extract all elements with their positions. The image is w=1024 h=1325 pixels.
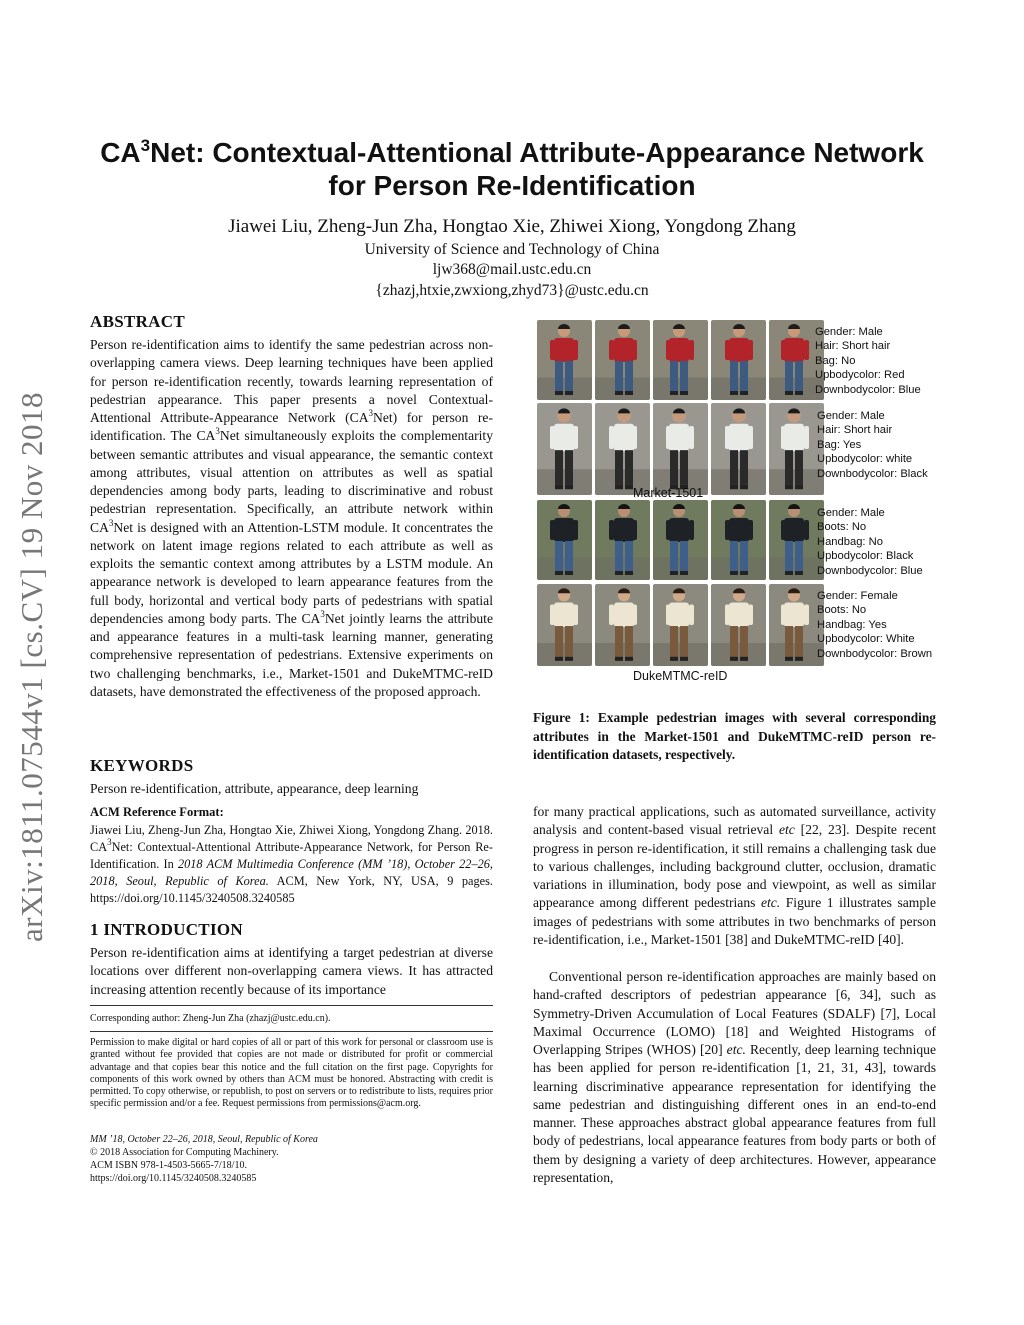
pedestrian-photo xyxy=(769,584,824,666)
pedestrian-photo xyxy=(711,320,766,400)
abstract-p2: Net) for person re-identification. The CA xyxy=(90,410,493,444)
attr-line: Gender: Male xyxy=(815,326,883,338)
attr-line: Gender: Female xyxy=(817,590,898,602)
abstract-sup-2: 3 xyxy=(215,426,220,437)
attr-line: Bag: No xyxy=(815,354,856,367)
pedestrian-photo xyxy=(711,584,766,666)
abstract-p1: Person re-identification aims to identify the same pedestrian across non-overlapping camera views. Deep learning techniques have been applied for person re-identification recently, towards learning representation of pedestrian appearance. This paper presents a novel Contextual-Attentional Attribute-Appearance Network (CA xyxy=(90,337,493,425)
corresponding-author: Corresponding author: Zheng-Jun Zha (zhazj@ustc.edu.cn). xyxy=(90,1013,331,1024)
pedestrian-photo xyxy=(595,500,650,580)
abstract-heading: ABSTRACT xyxy=(90,312,185,331)
acm-ref-t1: Jiawei Liu, Zheng-Jun Zha, Hongtao Xie, Zhiwei Xiong, Yongdong Zhang. 2018. CA xyxy=(90,823,493,854)
intro-r2-etc: etc. xyxy=(726,1042,746,1057)
pedestrian-photo xyxy=(537,320,592,400)
attr-line: Hair: Short hair xyxy=(815,340,891,353)
abstract-sup-1: 3 xyxy=(368,408,374,418)
email-group: {zhazj,htxie,zwxiong,zhyd73}@ustc.edu.cn xyxy=(375,282,649,299)
pedestrian-photo xyxy=(653,320,708,400)
photo-row-1 xyxy=(537,320,824,400)
title-line2: for Person Re-Identification xyxy=(328,170,696,201)
permission-notice: Permission to make digital or hard copies of all or part of this work for personal or classroom use is granted without fee provided that copies are not made or distributed for profit or commercial advantage and that copies bear this notice and the full citation on the first page. Copyrights for components of this work owned by others than ACM must be honored. Abstracting with credit is permitted. To copy otherwise, or republish, to post on servers or to redistribute to lists, requires prior specific permission and/or a fee. Request permissions from permissions@acm.org. xyxy=(90,1037,493,1110)
pedestrian-photo xyxy=(537,584,592,666)
attr-line: Downbodycolor: Blue xyxy=(817,564,923,577)
intro-r2-b: Recently, deep learning technique has been applied for person re-identification [1, 21, 31, 43], towards learning discriminative appearance representation for identifying the same pedestrian and distinguishing different ones in an end-to-end manner. These approaches abstract global appearance features from full body of pedestrians, local appearance features from body parts or both of them by designing a variety of deep architectures. However, appearance representation, xyxy=(533,1042,936,1185)
acm-ref-text xyxy=(90,822,493,907)
attr-line: Upbodycolor: Black xyxy=(817,550,914,563)
intro-r1-etc2: etc. xyxy=(760,895,781,911)
intro-r1-etc: etc xyxy=(778,822,795,838)
attr-line: Upbodycolor: white xyxy=(817,453,913,466)
conference-info: MM ’18, October 22–26, 2018, Seoul, Republic of Korea xyxy=(90,1134,318,1145)
pedestrian-photo xyxy=(653,584,708,666)
attr-line: Downbodycolor: Brown xyxy=(817,647,933,660)
pedestrian-photo xyxy=(595,403,650,495)
attribute-group-4 xyxy=(817,589,932,661)
pedestrian-photo xyxy=(595,320,650,400)
abstract-sup-3: 3 xyxy=(108,517,114,528)
attr-line: Downbodycolor: Black xyxy=(817,467,928,480)
figure-caption: Figure 1: Example pedestrian images with several corresponding attributes in the Market-1501 and DukeMTMC-reID person re-identification datasets, respectively. xyxy=(533,710,936,762)
copyright: © 2018 Association for Computing Machinery. xyxy=(90,1147,279,1158)
acm-ref-sup: 3 xyxy=(107,837,112,847)
abstract-p3: Net simultaneously exploits the complementarity between semantic attributes and visual appearance, the semantic context among attributes, visual attention on attributes as well as spatial dependencies among body parts, leading to discriminative and robust pedestrian representation. Specifically, an attribute network within CA xyxy=(90,428,493,535)
attr-line: Boots: No xyxy=(817,604,867,617)
attr-line: Hair: Short hair xyxy=(817,424,893,437)
acm-ref-heading: ACM Reference Format: xyxy=(90,805,224,819)
dukemtmc-label: DukeMTMC-reID xyxy=(633,669,728,683)
abstract-text xyxy=(90,336,493,701)
pedestrian-photo xyxy=(711,403,766,495)
abstract-p4: Net is designed with an Attention-LSTM module. It concentrates the network on latent image regions related to each attribute as well as exploits the semantic context among attributes by a LSTM module. An appearance network is developed to learn appearance features from the full body, horizontal and vertical body parts of pedestrians with spatial dependencies among body parts. The CA xyxy=(90,519,493,626)
photo-row-4 xyxy=(537,584,824,666)
pedestrian-photo xyxy=(653,403,708,495)
pedestrian-photo xyxy=(711,500,766,580)
attr-line: Boots: No xyxy=(817,521,867,534)
footnote-divider xyxy=(90,1005,493,1006)
attr-line: Downbodycolor: Blue xyxy=(815,383,921,396)
abstract-sup-4: 3 xyxy=(320,608,325,619)
intro-right-para-2 xyxy=(533,968,936,1187)
intro-r1-c: Figure 1 illustrates sample images of pedestrians with some attributes in two benchmarks of person re-identification, i.e., Market-1501 [38] and DukeMTMC-reID [40]. xyxy=(533,895,936,947)
attr-line: Handbag: Yes xyxy=(817,618,887,631)
acm-ref-t2: Net: Contextual-Attentional Attribute-Appearance Network, for Person Re-Identification. In xyxy=(90,840,493,871)
pedestrian-photo xyxy=(769,500,824,580)
attribute-group-2 xyxy=(817,409,928,481)
attr-line: Gender: Male xyxy=(817,507,885,519)
acm-ref-t4: ACM, New York, NY, USA, 9 pages. https://doi.org/10.1145/3240508.3240585 xyxy=(90,874,493,905)
intro-r1-b: [22, 23]. Despite recent progress in person re-identification, it still remains a challenging task due to various challenges, including background clutter, occlusion, dramatic variations in illumination, body pose and viewpoint, as well as similar appearance among different pedestrians xyxy=(533,822,937,911)
email-primary: ljw368@mail.ustc.edu.cn xyxy=(432,261,592,278)
intro-r1-a: for many practical applications, such as automated surveillance, activity analysis and content-based visual retrieval xyxy=(533,804,936,838)
keywords-text: Person re-identification, attribute, appearance, deep learning xyxy=(90,781,419,796)
attr-line: Handbag: No xyxy=(817,535,883,548)
title-line1: Net: Contextual-Attentional Attribute-Appearance Network xyxy=(150,137,924,168)
photo-row-2 xyxy=(537,403,824,495)
intro-r2-a: Conventional person re-identification approaches are mainly based on hand-crafted descriptors of pedestrian appearance [6, 34], such as Symmetry-Driven Accumulation of Local Features (SDALF) [7], Local Maximal Occurrence (LOMO) [18] and Weighted Histograms of Overlapping Stripes (WHOS) [20] xyxy=(533,969,936,1057)
attribute-group-1 xyxy=(815,325,921,397)
intro-left-text: Person re-identification aims at identifying a target pedestrian at diverse locations over different non-overlapping camera views. It has attracted increasing attention recently because of its importance xyxy=(90,945,493,997)
keywords-heading: KEYWORDS xyxy=(90,756,194,775)
affiliation: University of Science and Technology of China xyxy=(364,241,660,258)
pedestrian-photo xyxy=(595,584,650,666)
acm-ref-venue: 2018 ACM Multimedia Conference (MM ’18), October 22–26, 2018, Seoul, Republic of Korea. xyxy=(90,857,493,888)
author-list: Jiawei Liu, Zheng-Jun Zha, Hongtao Xie, Zhiwei Xiong, Yongdong Zhang xyxy=(228,216,796,237)
market-1501-label: Market-1501 xyxy=(633,486,704,500)
title-prefix: CA xyxy=(100,137,141,168)
intro-right-para-1 xyxy=(533,803,936,949)
intro-heading: 1 INTRODUCTION xyxy=(90,920,243,939)
isbn: ACM ISBN 978-1-4503-5665-7/18/10. xyxy=(90,1160,247,1171)
abstract-p5: Net jointly learns the attribute and appearance features in a multi-task learning manner, generating comprehensive representation of pedestrians. Extensive experiments on two challenging benchmarks, i.e., Market-1501 and DukeMTMC-reID datasets, have demonstrated the effectiveness of the proposed approach. xyxy=(90,610,493,699)
paper-title xyxy=(60,136,964,202)
pedestrian-photo xyxy=(769,403,824,495)
attr-line: Upbodycolor: Red xyxy=(815,369,905,382)
pedestrian-photo xyxy=(537,500,592,580)
arxiv-identifier: arXiv:1811.07544v1 [cs.CV] 19 Nov 2018 xyxy=(14,392,49,942)
attr-line: Bag: Yes xyxy=(817,438,862,451)
pedestrian-photo xyxy=(653,500,708,580)
title-superscript: 3 xyxy=(140,136,151,155)
attr-line: Gender: Male xyxy=(817,410,885,422)
footnote-divider-2 xyxy=(90,1031,493,1032)
attr-line: Upbodycolor: White xyxy=(817,633,915,646)
attribute-group-3 xyxy=(817,506,923,578)
doi-link[interactable]: https://doi.org/10.1145/3240508.3240585 xyxy=(90,1173,257,1184)
photo-row-3 xyxy=(537,500,824,580)
pedestrian-photo xyxy=(537,403,592,495)
